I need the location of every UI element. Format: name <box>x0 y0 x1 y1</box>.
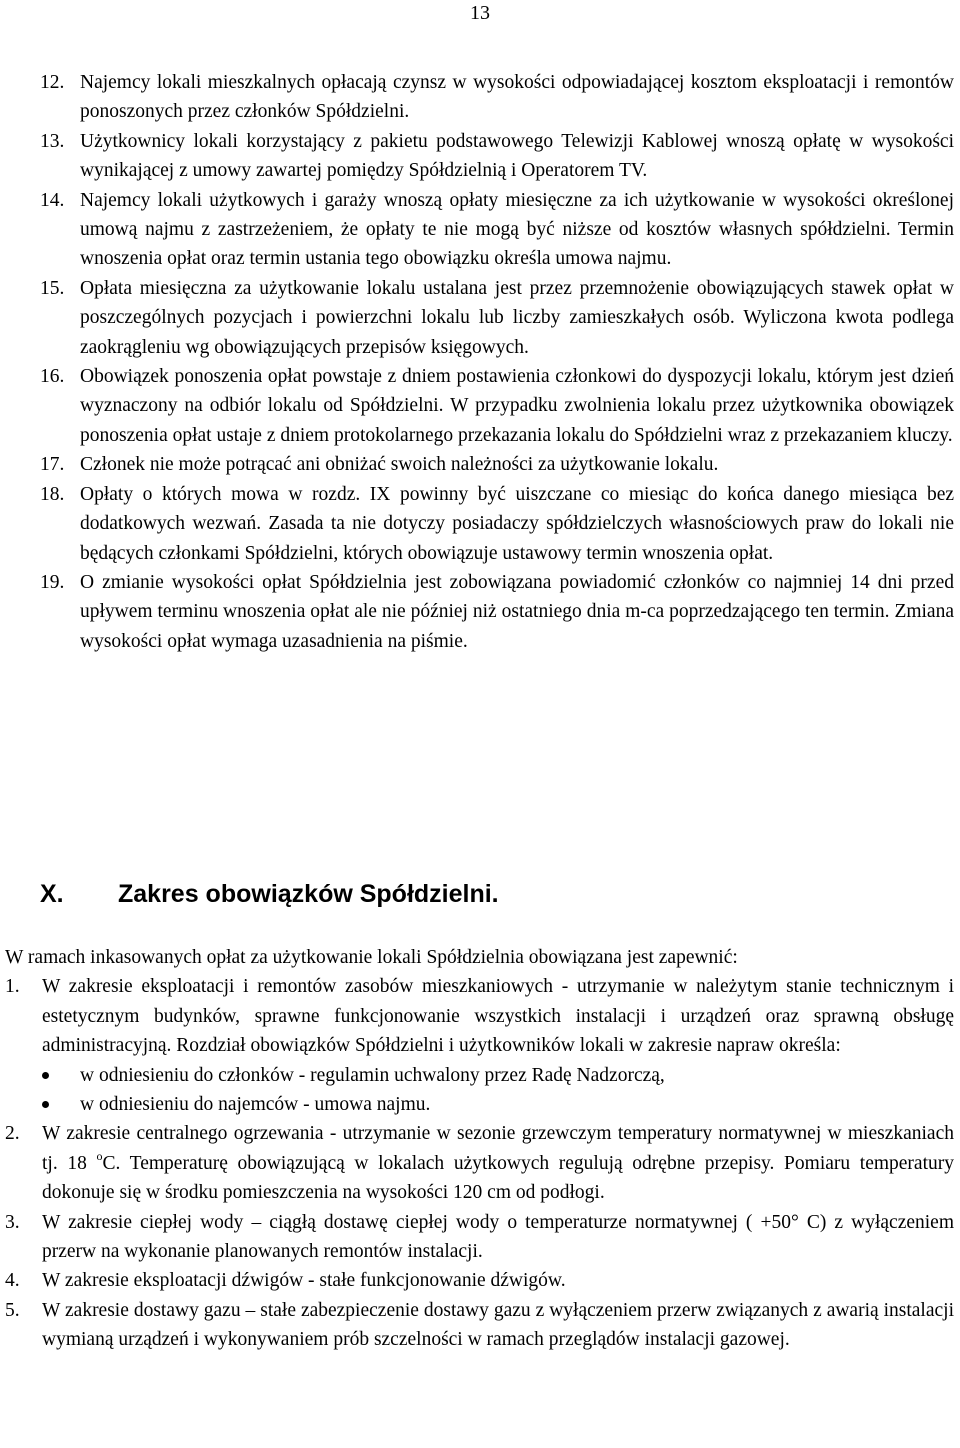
obligation-item-3 <box>0 1208 960 1267</box>
page-number: 13 <box>470 2 490 24</box>
obligation-item-2 <box>0 1119 960 1207</box>
item-text: Obowiązek ponoszenia opłat powstaje z dniem postawienia członkowi do dyspozycji lokalu, którym jest dzień wyznaczony na odbiór lokalu od Spółdzielni. W przypadku zwolnienia lokalu przez użytkownika obowiązek ponoszenia opłat ustaje z dniem protokolarnego przekazania lokalu do Spółdzielni wraz z przekazaniem kluczy. <box>80 366 954 446</box>
section-heading-title: Zakres obowiązków Spółdzielni. <box>118 880 499 908</box>
bullet-dot-icon <box>42 1101 49 1108</box>
item-number: 18. <box>40 483 65 505</box>
item-number: 14. <box>40 189 65 211</box>
item-number: 19. <box>40 571 65 593</box>
list-item-18 <box>0 480 960 568</box>
bullet-item <box>0 1061 960 1090</box>
item-number: 5. <box>5 1299 20 1321</box>
item-number: 1. <box>5 976 20 998</box>
item-text <box>42 1123 954 1203</box>
item-text-part: W zakresie centralnego ogrzewania - utrzymanie w sezonie grzewczym temperatury normatywnej w mieszkaniach tj. 18 <box>42 1123 954 1174</box>
item-number: 13. <box>40 130 65 152</box>
item-text: Najemcy lokali użytkowych i garaży wnoszą opłaty miesięczne za ich użytkowanie w wysokości określonej umową najmu z zastrzeżeniem, że opłaty te nie mogą być niższe od kosztów własnych spółdzielni. Termin wnoszenia opłat oraz termin ustania tego obowiązku określa umowa najmu. <box>80 189 954 270</box>
list-item-19 <box>0 568 960 656</box>
degree-superscript: o <box>96 1148 103 1163</box>
item-text: W zakresie eksploatacji i remontów zasobów mieszkaniowych - utrzymanie w należytym stanie technicznym i estetycznym budynków, sprawne funkcjonowanie wszystkich instalacji i urządzeń oraz sprawną obsługę administracyjną. Rozdział obowiązków Spółdzielni i użytkowników lokali w zakresie napraw określa: <box>42 976 954 1057</box>
obligations-section <box>0 943 960 1355</box>
bullet-text: w odniesieniu do najemców - umowa najmu. <box>80 1094 431 1116</box>
item-text: O zmianie wysokości opłat Spółdzielnia jest zobowiązana powiadomić członków co najmniej 14 dni przed upływem terminu wnoszenia opłat ale nie później niż ostatniego dnia m-ca poprzedzającego ten termin. Zmiana wysokości opłat wymaga uzasadnienia na piśmie. <box>80 571 954 652</box>
item-number: 16. <box>40 366 65 388</box>
list-item-17 <box>0 450 960 479</box>
section-heading-number: X. <box>40 880 64 908</box>
item-number: 3. <box>5 1211 20 1233</box>
bullet-item <box>0 1090 960 1119</box>
item-text: W zakresie eksploatacji dźwigów - stałe funkcjonowanie dźwigów. <box>42 1270 566 1292</box>
item-number: 2. <box>5 1123 20 1145</box>
bullet-dot-icon <box>42 1072 49 1079</box>
item-number: 17. <box>40 454 65 476</box>
list-item-12 <box>0 68 960 127</box>
section-intro: W ramach inkasowanych opłat za użytkowanie lokali Spółdzielnia obowiązana jest zapewnić: <box>5 947 738 968</box>
obligation-item-1 <box>0 972 960 1060</box>
item-text: Członek nie może potrącać ani obniżać swoich należności za użytkowanie lokalu. <box>80 454 719 476</box>
item-text: Użytkownicy lokali korzystający z pakietu podstawowego Telewizji Kablowej wnoszą opłatę w wysokości wynikającej z umowy zawartej pomiędzy Spółdzielnią i Operatorem TV. <box>80 130 954 182</box>
list-item-15 <box>0 274 960 362</box>
item-text: W zakresie ciepłej wody – ciągłą dostawę ciepłej wody o temperaturze normatywnej ( +50° C) z wyłączeniem przerw na wykonanie planowanych remontów instalacji. <box>42 1211 954 1263</box>
charges-list <box>0 68 960 656</box>
item-text: W zakresie dostawy gazu – stałe zabezpieczenie dostawy gazu z wyłączeniem przerw związanych z awarią instalacji wymianą urządzeń i wykonywaniem prób szczelności w ramach przeglądów instalacji gazowej. <box>42 1299 954 1351</box>
list-item-14 <box>0 186 960 274</box>
item-number: 12. <box>40 72 65 93</box>
list-item-16 <box>0 362 960 450</box>
item-text: Opłaty o których mowa w rozdz. IX powinny być uiszczane co miesiąc do końca danego miesiąca bez dodatkowych wezwań. Zasada ta nie dotyczy posiadaczy spółdzielczych własnościowych praw do lokali nie będących członkami Spółdzielni, których obowiązuje ustawowy termin wnoszenia opłat. <box>80 483 954 564</box>
item-text: Opłata miesięczna za użytkowanie lokalu ustalana jest przez przemnożenie obowiązujących stawek opłat w poszczególnych pozycjach i powierzchni lokalu lub liczby zamieszkałych osób. Wyliczona kwota podlega zaokrągleniu wg obowiązujących przepisów księgowych. <box>80 277 954 358</box>
obligation-item-4 <box>0 1266 960 1295</box>
item-number: 4. <box>5 1270 20 1292</box>
list-item-13 <box>0 127 960 186</box>
bullet-text: w odniesieniu do członków - regulamin uchwalony przez Radę Nadzorczą, <box>80 1064 665 1086</box>
item-text: Najemcy lokali mieszkalnych opłacają czynsz w wysokości odpowiadającej kosztom eksploatacji i remontów ponoszonych przez członków Spółdzielni. <box>80 72 954 123</box>
section-heading <box>40 880 499 909</box>
item-text-part: C. Temperaturę obowiązującą w lokalach użytkowych regulują odrębne przepisy. Pomiaru temperatury dokonuje się w środku pomieszczenia na wysokości 120 cm od podłogi. <box>42 1152 954 1204</box>
item-number: 15. <box>40 277 65 299</box>
obligation-item-5 <box>0 1296 960 1355</box>
